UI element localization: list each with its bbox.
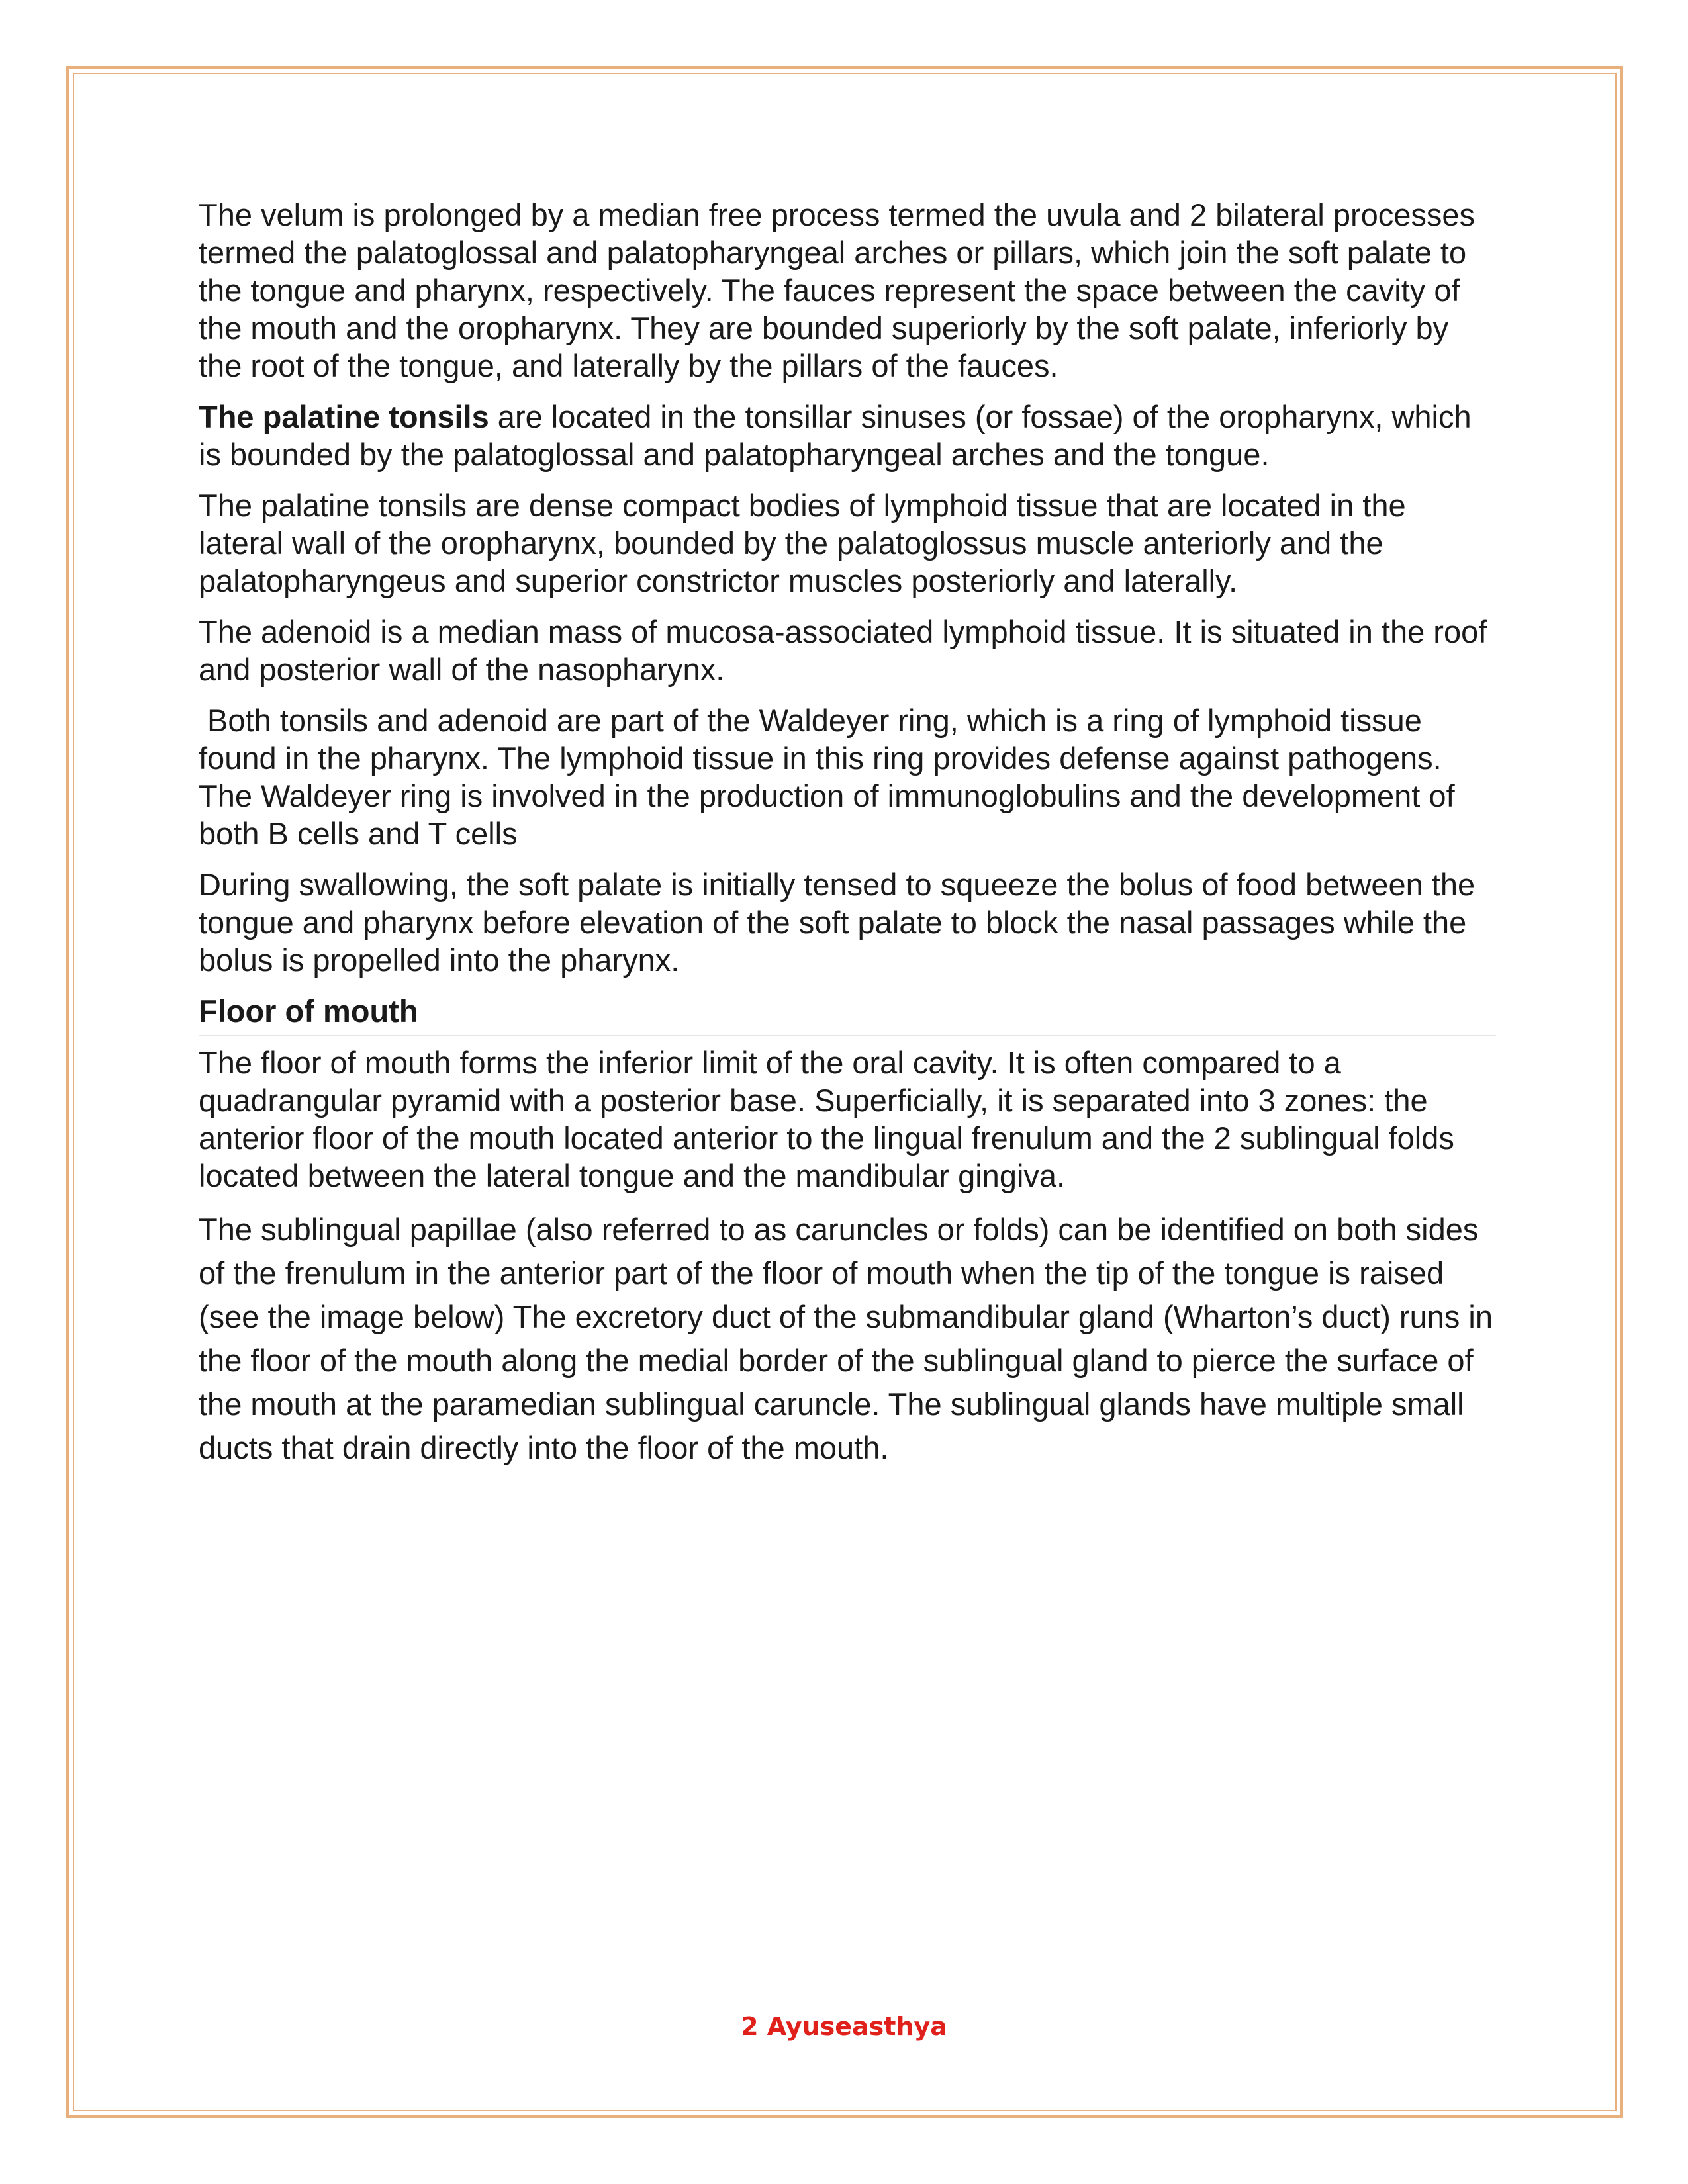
palatine-tonsils-text: are located in the tonsillar sinuses (or fossae) of the oropharynx, which is bounded by the palatoglossal and palatopharyngeal arches and the tongue. (199, 399, 1472, 472)
paragraph-tonsil-description: The palatine tonsils are dense compact bodies of lymphoid tissue that are located in the lateral wall of the oropharynx, bounded by the palatoglossus muscle anteriorly and the palatopharyngeus and superior constrictor muscles posteriorly and laterally. (199, 488, 1406, 598)
paragraph-adenoid: The adenoid is a median mass of mucosa-associated lymphoid tissue. It is situated in the roof and posterior wall of the nasopharynx. (199, 614, 1487, 687)
paragraph-waldeyer-ring: Both tonsils and adenoid are part of the Waldeyer ring, which is a ring of lymphoid tissue found in the pharynx. The lymphoid tissue in this ring provides defense against pathogens. The Waldeyer ring is involved in the production of immunoglobulins and the development of both B cells and T cells (199, 703, 1455, 851)
paragraph-sublingual-papillae: The sublingual papillae (also referred to as caruncles or folds) can be identified on both sides of the frenulum in the anterior part of the floor of mouth when the tip of the tongue is raised (see the image below) The excretory duct of the submandibular gland (Wharton’s duct) runs in the floor of the mouth along the medial border of the sublingual gland to pierce the surface of the mouth at the paramedian sublingual caruncle. The sublingual glands have multiple small ducts that drain directly into the floor of the mouth. (199, 1212, 1493, 1465)
document-body (199, 196, 1496, 1483)
page-footer: 2 Ayuseasthya (741, 2012, 947, 2041)
palatine-tonsils-lead: The palatine tonsils (199, 399, 489, 434)
section-heading-floor-of-mouth: Floor of mouth (199, 992, 1496, 1036)
paragraph-floor-of-mouth: The floor of mouth forms the inferior limit of the oral cavity. It is often compared to a quadrangular pyramid with a posterior base. Superficially, it is separated into 3 zones: the anterior floor of the mouth located anterior to the lingual frenulum and the 2 sublingual folds located between the lateral tongue and the mandibular gingiva. (199, 1045, 1454, 1193)
paragraph-velum: The velum is prolonged by a median free process termed the uvula and 2 bilateral processes termed the palatoglossal and palatopharyngeal arches or pillars, which join the soft palate to the tongue and pharynx, respectively. The fauces represent the space between the cavity of the mouth and the oropharynx. They are bounded superiorly by the soft palate, inferiorly by the root of the tongue, and laterally by the pillars of the fauces. (199, 197, 1476, 383)
paragraph-palatine-tonsils (199, 398, 1496, 473)
paragraph-swallowing: During swallowing, the soft palate is initially tensed to squeeze the bolus of food between the tongue and pharynx before elevation of the soft palate to block the nasal passages while the bolus is propelled into the pharynx. (199, 867, 1476, 978)
